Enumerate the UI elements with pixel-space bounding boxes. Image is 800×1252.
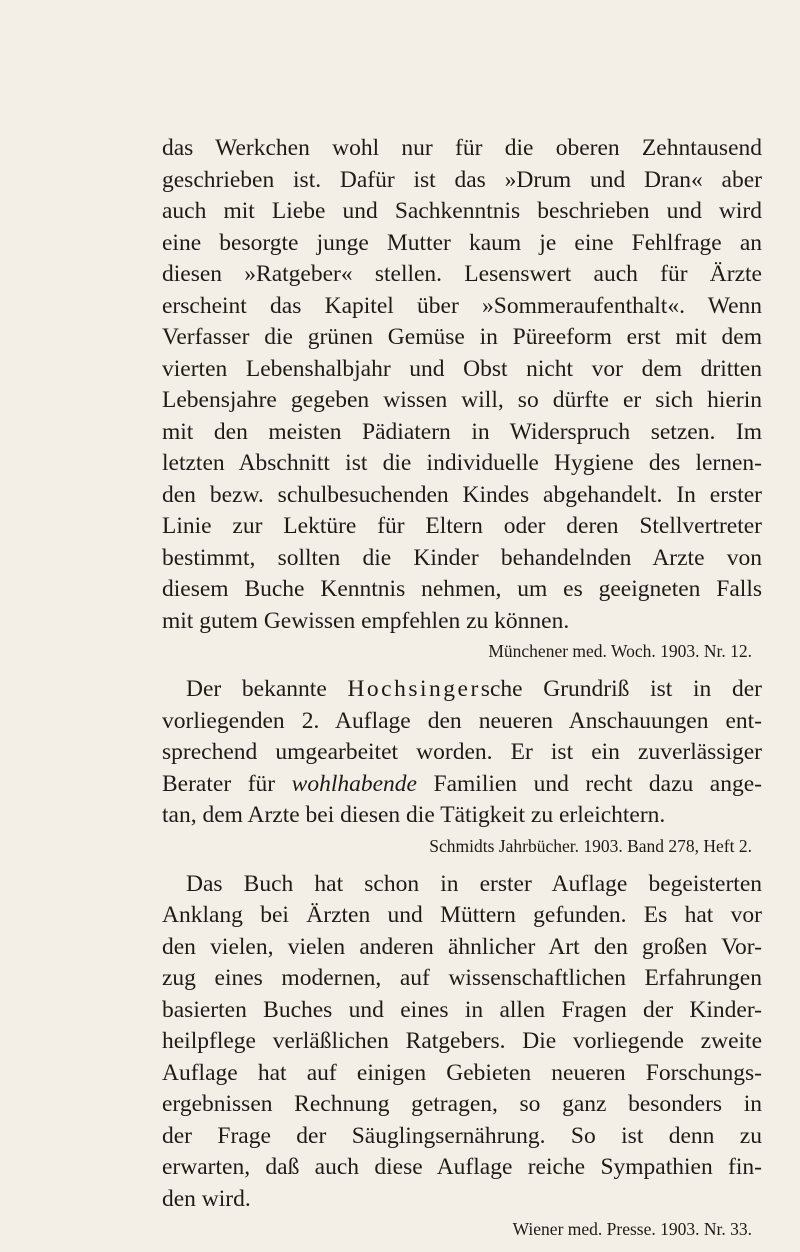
review-source: Schmidts Jahrbücher. 1903. Band 278, Heft 2. <box>429 835 752 856</box>
text-line: letzten Abschnitt ist die individuelle Hygiene des lernen- <box>162 450 762 476</box>
text-fragment: Berater für <box>162 770 292 797</box>
text-fragment: Familien und recht dazu ange- <box>416 770 762 797</box>
text-fragment: sche Grundriß ist in der <box>480 676 762 702</box>
document-page <box>162 133 762 1252</box>
text-line: erscheint das Kapitel über »Sommeraufenthalt«. Wenn <box>162 292 762 319</box>
text-line: eine besorgte junge Mutter kaum je eine Fehlfrage an <box>162 229 762 256</box>
text-line: das Werkchen wohl nur für die oberen Zehntausend <box>162 135 762 161</box>
text-line <box>162 674 762 706</box>
author-name-spaced: Hochsinger <box>347 676 481 702</box>
text-line: basierten Buches und eines in allen Fragen der Kinder- <box>162 996 762 1023</box>
text-line: vierten Lebenshalbjahr und Obst nicht vor dem dritten <box>162 355 762 382</box>
text-line <box>162 769 762 801</box>
text-line: zug eines modernen, auf wissenschaftlichen Erfahrungen <box>162 965 762 991</box>
text-line: den vielen, vielen anderen ähnlicher Art den großen Vor- <box>162 933 762 960</box>
text-line: tan, dem Arzte bei diesen die Tätigkeit zu erleichtern. <box>162 802 666 828</box>
text-line: vorliegenden 2. Auflage den neueren Anschauungen ent- <box>162 707 762 734</box>
text-line: auch mit Liebe und Sachkenntnis beschrieben und wird <box>162 198 762 224</box>
text-line: erwarten, daß auch diese Auflage reiche Sympathien fin- <box>162 1154 762 1180</box>
review-munchener <box>162 133 762 666</box>
review-source: Münchener med. Woch. 1903. Nr. 12. <box>488 641 752 661</box>
text-line: mit den meisten Pädiatern in Widerspruch setzen. Im <box>162 418 762 445</box>
text-line: diesem Buche Kenntnis nehmen, um es geeigneten Falls <box>162 576 762 602</box>
text-line: Verfasser die grünen Gemüse in Püreeform erst mit dem <box>162 324 762 350</box>
text-line: bestimmt, sollten die Kinder behandelnden Arzte von <box>162 544 762 571</box>
text-line: Auflage hat auf einigen Gebieten neueren Forschungs- <box>162 1059 762 1086</box>
text-line: Das Buch hat schon in erster Auflage begeisterten <box>186 870 762 897</box>
text-fragment: Der bekannte <box>186 676 348 702</box>
text-line: sprechend umgearbeitet worden. Er ist ein zuverlässiger <box>162 739 762 765</box>
review-schmidts <box>162 674 762 861</box>
text-line: der Frage der Säuglingsernährung. So ist denn zu <box>162 1122 762 1149</box>
review-source: Wiener med. Presse. 1903. Nr. 33. <box>512 1219 752 1239</box>
text-line: heilpflege verläßlichen Ratgebers. Die vorliegende zweite <box>162 1028 762 1054</box>
text-line: geschrieben ist. Dafür ist das »Drum und Dran« aber <box>162 166 762 193</box>
text-line: Linie zur Lektüre für Eltern oder deren Stellvertreter <box>162 513 762 539</box>
text-line: ergebnissen Rechnung getragen, so ganz besonders in <box>162 1091 762 1117</box>
text-line: den wird. <box>162 1185 251 1212</box>
text-line: den bezw. schulbesuchenden Kindes abgehandelt. In erster <box>162 481 762 508</box>
text-line: Lebensjahre gegeben wissen will, so dürfte er sich hierin <box>162 387 762 413</box>
text-line: diesen »Ratgeber« stellen. Lesenswert auch für Ärzte <box>162 261 762 287</box>
review-wiener <box>162 869 762 1245</box>
emphasized-word: wohlhabende <box>291 770 417 797</box>
text-line: Anklang bei Ärzten und Müttern gefunden. Es hat vor <box>162 902 762 928</box>
text-line: mit gutem Gewissen empfehlen zu können. <box>162 607 570 634</box>
